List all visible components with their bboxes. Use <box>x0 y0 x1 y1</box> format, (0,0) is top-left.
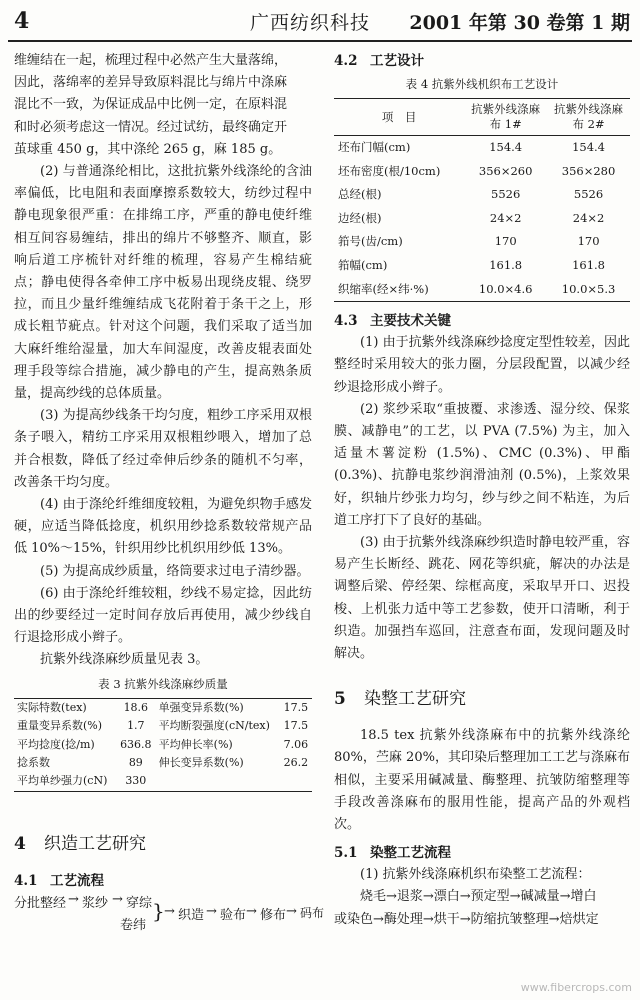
table-cell: 重量变异系数(%) <box>17 719 103 733</box>
section-5-paragraph: 18.5 tex 抗紫外线涤麻布中的抗紫外线涤纶 80%，苎麻 20%，其印染后整理加工工艺与涤麻布相似，主要采用碱减量、酶整理、抗皱防缩整理等手段改善涤麻布的服用性能，提高产品的外观档次。 <box>334 728 630 833</box>
flow-step: 码布 <box>300 905 325 920</box>
subsection-number: 4.3 <box>334 313 358 330</box>
left-column <box>14 50 325 946</box>
table-cell: 154.4 <box>572 140 606 154</box>
table-cell: 边经(根) <box>338 210 382 225</box>
table-cell: 5526 <box>491 187 521 202</box>
flow-step: 验布 <box>220 907 247 923</box>
section-title: 染整工艺研究 <box>364 689 466 710</box>
table-cell: 636.8 <box>120 737 152 751</box>
flow-arrow: → <box>206 903 217 919</box>
subsection-4-3-heading <box>334 310 630 332</box>
right-column <box>334 50 630 931</box>
journal-title: 广西纺织科技 <box>250 12 371 34</box>
table-cell: 伸长变异系数(%) <box>158 755 244 769</box>
flow-bracket-icon: } <box>152 898 165 923</box>
table-cell: 89 <box>128 755 143 769</box>
page-header <box>0 0 640 46</box>
column-header: 项 目 <box>334 99 464 136</box>
table-row <box>334 254 630 278</box>
table-cell: 330 <box>125 774 147 788</box>
table-cell: 平均单纱强力(cN) <box>17 774 108 788</box>
column-header: 抗紫外线涤麻布 2# <box>547 99 630 136</box>
section-title: 织造工艺研究 <box>44 833 146 854</box>
flow-arrow: → <box>246 903 257 919</box>
key-point-2: (2) 浆纱采取“重披覆、求渗透、湿分绞、保浆膜、减静电”的工艺，以 PVA (7.5%) 为主，加入适量木薯淀粉 (1.5%)、CMC (0.3%)、甲酯 (0.3%)、抗静电浆纱润滑油剂 (0.5%)，上浆效果好，织轴片纱张力均匀，纱与纱之间不粘连，为后道工序打下了良好的基础。 <box>334 401 630 528</box>
table-row <box>14 754 312 772</box>
intro-line: 因此，落绵率的差异导致原料混比与绵片中涤麻 <box>14 75 288 91</box>
flow-step: 卷纬 <box>120 917 147 933</box>
table-row <box>14 736 312 754</box>
table-row <box>334 160 630 184</box>
intro-line: 和时必须考虑这一情况。经过试纺，最终确定开 <box>14 119 288 135</box>
subsection-title: 主要技术关键 <box>370 313 451 330</box>
subsection-number: 5.1 <box>334 845 358 862</box>
subsection-title: 工艺流程 <box>50 872 104 889</box>
table-header-row <box>334 99 630 136</box>
table-row <box>334 183 630 207</box>
flow-arrow: → <box>164 903 175 919</box>
dyeing-flow-line: 或染色→酶处理→烘干→防缩抗皱整理→焙烘定 <box>334 911 599 927</box>
table-cell: 1.7 <box>127 719 145 733</box>
subsection-4-1-heading <box>14 870 312 892</box>
quality-note: 抗紫外线涤麻纱质量见表 3。 <box>40 652 209 668</box>
intro-line: 混比不一致，为保证成品中比例一定，在原料混 <box>14 97 288 113</box>
flow-arrow: → <box>112 891 123 907</box>
dyeing-flow-line: 烧毛→退浆→漂白→预定型→碱减量→增白 <box>360 889 597 905</box>
process-flow <box>14 891 325 946</box>
paragraph-item-4: (4) 由于涤纶纤维细度较粗，为避免织物手感发硬，应适当降低捻度，机织用纱捻系数较常规产品低 10%～15%，针织用纱比机织用纱低 13%。 <box>14 497 312 557</box>
table-cell: 154.4 <box>489 140 523 154</box>
header-rule <box>8 40 632 42</box>
table-cell: 18.6 <box>123 700 149 714</box>
subsection-number: 4.2 <box>334 53 358 69</box>
section-5-heading <box>334 685 630 713</box>
subsection-title: 工艺设计 <box>370 53 424 69</box>
flow-arrow: → <box>286 903 297 919</box>
flow-step: 修布 <box>260 907 287 923</box>
table-cell: 7.06 <box>283 737 309 751</box>
intro-line: 维缠结在一起，梳理过程中必然产生大量落绵， <box>14 53 288 68</box>
table-cell: 10.0×5.3 <box>561 281 616 296</box>
table-row <box>14 717 312 735</box>
paragraph-item-2: (2) 与普通涤纶相比，这批抗紫外线涤纶的含油率偏低，比电阻和表面摩擦系数较大，纺纱过程中静电现象很严重：在排绵工序，严重的静电使纤维相互间容易缠结，排出的绵片不够整齐、顺直，影响后道工序梳针对纤维的梳理，容易产生棉结疵点；静电使得各牵伸工序中板易出现绕皮辊、绕罗拉，而且少量纤维缠结成飞花附着于条干之上，形成长粗节疵点。针对这个问题，我们采取了适当加大麻纤维给湿量，加大车间湿度，改善皮辊表面处理手段等综合措施，减少静电的产生，提高熟条质量，提高纱线的总体质量。 <box>14 164 312 402</box>
intro-line: 茧球重 450 g，其中涤纶 265 g，麻 185 g。 <box>14 141 282 157</box>
issue-info: 2001 年第 30 卷第 1 期 <box>409 12 630 34</box>
flow-step: 浆纱 <box>82 895 109 911</box>
flow-step: 穿综 <box>126 895 153 911</box>
paragraph-item-5: (5) 为提高成纱质量，络筒要求过电子清纱器。 <box>40 563 310 579</box>
table-cell: 161.8 <box>572 257 606 272</box>
table-cell: 坯布密度(根/10cm) <box>338 163 441 178</box>
subsection-4-2-heading <box>334 50 630 72</box>
table-cell: 170 <box>577 234 600 249</box>
table-3-caption: 表 3 抗紫外线涤麻纱质量 <box>98 676 228 691</box>
table-4-caption: 表 4 抗紫外线机织布工艺设计 <box>405 77 559 91</box>
table-cell: 356×280 <box>561 163 616 178</box>
column-header: 抗紫外线涤麻布 1# <box>464 99 547 136</box>
table-cell: 织缩率(经×纬·%) <box>338 281 429 296</box>
table-cell: 170 <box>494 234 517 249</box>
subsection-title: 染整工艺流程 <box>370 845 451 862</box>
table-cell: 161.8 <box>489 257 523 272</box>
flow-arrow: → <box>68 891 79 907</box>
table-row <box>334 230 630 254</box>
table-cell: 26.2 <box>283 755 309 769</box>
page-number: 4 <box>14 8 30 34</box>
table-cell: 5526 <box>573 187 604 202</box>
flow-step: 织造 <box>178 907 205 923</box>
table-4 <box>334 98 630 302</box>
table-cell: 平均伸长率(%) <box>158 737 233 751</box>
table-row <box>334 207 630 231</box>
table-cell: 24×2 <box>489 210 522 225</box>
section-4-heading <box>14 830 312 858</box>
table-row <box>14 698 312 717</box>
table-cell: 24×2 <box>572 210 605 225</box>
paragraph-item-6: (6) 由于涤纶纤维较粗，纱线不易定捻，因此纺出的纱要经过一定时间存放后再使用，减少纱线自行退捻形成小辫子。 <box>14 585 312 646</box>
dyeing-flow-intro: (1) 抗紫外线涤麻机织布染整工艺流程： <box>360 867 591 883</box>
table-cell: 实际特数(tex) <box>17 700 87 714</box>
table-cell <box>280 772 312 791</box>
section-number: 4 <box>14 833 26 854</box>
subsection-number: 4.1 <box>14 872 38 889</box>
subsection-5-1-heading <box>334 842 630 864</box>
table-cell: 坯布门幅(cm) <box>338 140 411 154</box>
table-cell: 筘幅(cm) <box>338 257 388 272</box>
table-cell <box>156 772 280 791</box>
paragraph-item-3: (3) 为提高纱线条干均匀度，粗纱工序采用双根条子喂入，精纺工序采用双根粗纱喂入，增加了总并合根数，降低了经过牵伸后纱条的随机不匀率，改善条干均匀度。 <box>14 408 312 490</box>
table-cell: 10.0×4.6 <box>478 281 533 296</box>
table-row <box>14 772 312 791</box>
table-cell: 17.5 <box>283 700 309 714</box>
watermark: www.fibercrops.com <box>520 981 632 994</box>
table-3 <box>14 698 312 792</box>
key-point-3: (3) 由于抗紫外线涤麻纱织造时静电较严重，容易产生长断经、跳花、网花等织疵，解决的办法是调整后梁、停经架、综框高度，采取早开口、迟投梭、上机张力适中等工艺参数，使开口清晰，利于织造。加强挡车巡回，注意查布面，发现问题及时解决。 <box>334 534 630 661</box>
table-cell: 单强变异系数(%) <box>158 700 244 714</box>
section-number: 5 <box>334 689 346 710</box>
flow-step: 分批整经 <box>14 895 67 911</box>
table-cell: 筘号(齿/cm) <box>338 234 403 249</box>
table-cell: 17.5 <box>283 719 309 733</box>
table-cell: 356×260 <box>478 163 533 178</box>
key-point-1: (1) 由于抗紫外线涤麻纱捻度定型性较差，因此整经时采用较大的张力圈，分层段配置，以减少经纱退捻形成小辫子。 <box>334 335 630 395</box>
table-cell: 平均捻度(捻/m) <box>17 737 95 751</box>
table-row <box>334 136 630 160</box>
table-row <box>334 278 630 302</box>
table-cell: 总经(根) <box>338 187 382 202</box>
table-cell: 平均断裂强度(cN/tex) <box>158 719 270 733</box>
table-cell: 捻系数 <box>17 755 50 769</box>
